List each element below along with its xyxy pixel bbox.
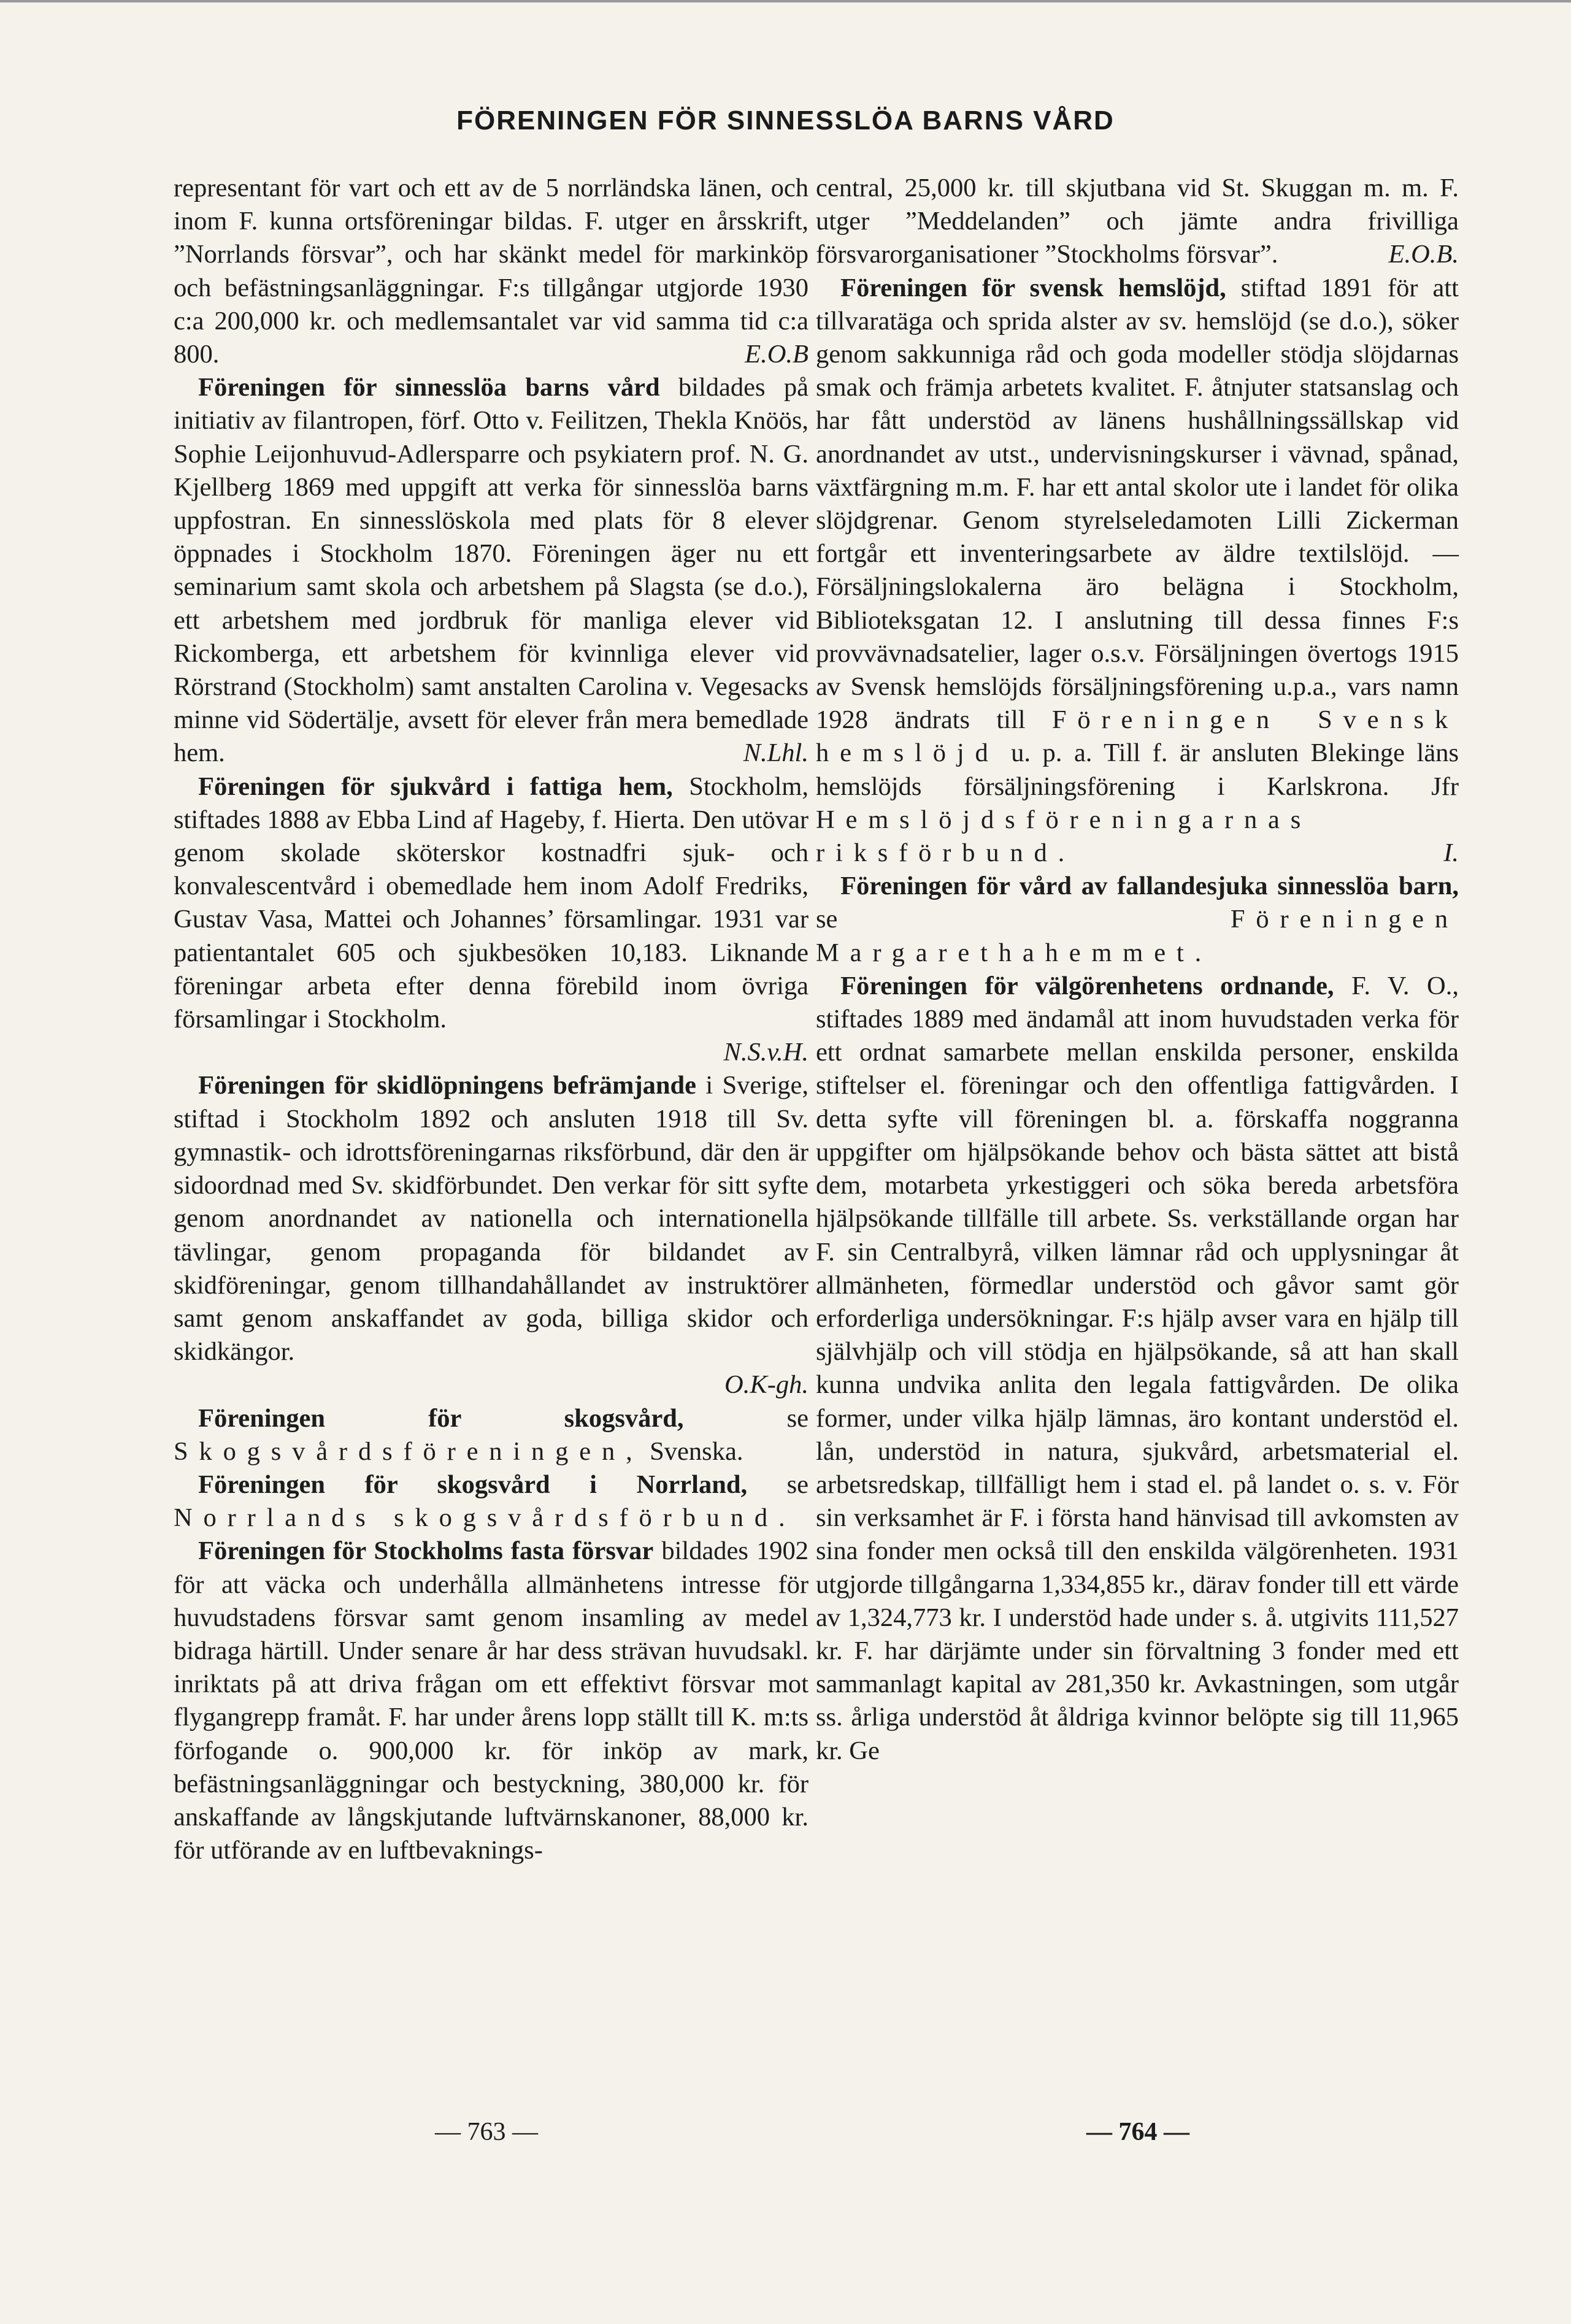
entry-text: u. p. a. Till f. är ansluten Blekinge läns hemslöjds försäljningsförening i Karlskrona. Jfr	[816, 738, 1459, 801]
entry-headword: Föreningen för skogsvård i Norrland,	[198, 1470, 748, 1499]
entry-text: stiftad 1891 för att tillvaratäga och sprida alster av sv. hemslöjd (se d.o.), söker genom sakkunniga råd och goda modeller stödja slöjdarnas smak och främja arbetets kvalitet. F. åtnjuter statsanslag och har fått understöd av länens hushållningssällskap vid anordnandet av utst., undervisningskurser i vävnad, spånad, växtfärgning m.m. F. har ett antal skolor ute i landet för olika slöjdgrenar. Genom styrelseledamoten Lilli Zickerman fortgår ett inventeringsarbete av äldre textilslöjd. — Försäljningslokalerna äro belägna i Stockholm, Biblioteksgatan 12. I anslutning till dessa finnes F:s provvävnadsatelier, lager o.s.v. Försäljningen övertogs 1915 av Svensk hemslöjds försäljningsförening u.p.a., vars namn 1928 ändrats till	[816, 273, 1459, 735]
signature: N.Lhl.	[743, 738, 809, 768]
entry-valgorenhetens-ordnande	[816, 970, 1459, 1768]
signature: I.	[1443, 838, 1459, 868]
entry-headword: Föreningen för vård av fallandesjuka sinnesslöa barn,	[840, 872, 1459, 901]
see-text: se	[816, 905, 1231, 934]
top-rule	[0, 0, 1571, 2]
entry-headword: Föreningen för Stockholms fasta försvar	[198, 1536, 654, 1566]
left-column	[174, 172, 809, 1867]
cross-reference: Norrlands skogsvårdsförbund.	[174, 1503, 796, 1533]
right-column	[816, 172, 1459, 1768]
entry-text: i Sverige, stiftad i Stockholm 1892 och ansluten 1918 till Sv. gymnastik- och idrottsföreningarnas riksförbund, där den är sidoordnad med Sv. skidförbundet. Den verkar för sitt syfte genom anordnandet av nationella och internationella tävlingar, genom propaganda för bildandet av skidföreningar, genom tillhandahållandet av instruktörer samt genom anskaffandet av goda, billiga skidor och skidkängor.	[174, 1071, 809, 1367]
cross-reference: Hemslöjdsföreningarnas riksförbund.	[816, 805, 1312, 868]
entry-headword: Föreningen för svensk hemslöjd,	[840, 273, 1226, 302]
entry-skidlopningens-framjande	[174, 1069, 809, 1402]
cross-reference: Föreningen Margarethahemmet.	[816, 905, 1459, 967]
entry-text: bildades på initiativ av filantropen, förf. Otto v. Feilitzen, Thekla Knöös, Sophie Leijonhuvud-Adlersparre och psykiatern prof. N. G. Kjellberg 1869 med uppgift att verka för sinnesslöa barns uppfostran. En sinnesslöskola med plats för 8 elever öppnades i Stockholm 1870. Föreningen äger nu ett seminarium samt skola och arbetshem på Slagsta (se d.o.), ett arbetshem med jordbruk för manliga elever vid Rickomberga, ett arbetshem för kvinnliga elever vid Rörstrand (Stockholm) samt anstalten Carolina v. Vegesacks minne vid Södertälje, avsett för elever från mera bemedlade hem.	[174, 373, 809, 768]
cross-reference: Föreningen Svensk hemslöjd	[816, 705, 1459, 768]
entry-sinnesloa-barns-vard	[174, 371, 809, 770]
signature: N.S.v.H.	[723, 1038, 809, 1067]
entry-headword: Föreningen för välgörenhetens ordnande,	[840, 971, 1334, 1000]
entry-text: Stockholm, stiftades 1888 av Ebba Lind af Hageby, f. Hierta. Den utövar genom skolade sköterskor kostnadfri sjuk- och konvalescentvård i obemedlade hem inom Adolf Fredriks, Gustav Vasa, Mattei och Johannes’ församlingar. 1931 var patientantalet 605 och sjukbesöken 10,183. Liknande föreningar arbeta efter denna förebild inom övriga församlingar i Stockholm.	[174, 772, 809, 1034]
entry-svensk-hemslojd	[816, 272, 1459, 870]
entry-headword: Föreningen för sjukvård i fattiga hem,	[198, 772, 673, 801]
cross-reference: Skogsvårdsföreningen,	[174, 1436, 643, 1466]
entry-continuation	[816, 172, 1459, 272]
entry-sjukvard-fattiga-hem	[174, 770, 809, 1070]
entry-skogsvard-norrland	[174, 1468, 809, 1535]
signature: E.O.B.	[1388, 240, 1459, 269]
entry-text: bildades 1902 för att väcka och underhålla allmänhetens intresse för huvudstadens försvar samt genom insamling av medel bidraga härtill. Under senare år har dess strävan huvudsakl. inriktats på att driva frågan om ett effektivt försvar mot flygangrepp framåt. F. har under årens lopp ställt till K. m:ts förfogande o. 900,000 kr. för inköp av mark, befästningsanläggningar och bestyckning, 380,000 kr. för anskaffande av långskjutande luftvärnskanoner, 88,000 kr. för utförande av en luftbevaknings-	[174, 1536, 809, 1865]
signature: E.O.B	[745, 340, 809, 369]
page-number-left: — 763 —	[435, 2118, 538, 2146]
entry-fallandesjuka-barn	[816, 870, 1459, 970]
entry-headword: Föreningen för skogsvård,	[198, 1403, 684, 1433]
page-number-right: — 764 —	[1086, 2118, 1189, 2146]
running-head: FÖRENINGEN FÖR SINNESSLÖA BARNS VÅRD	[456, 105, 1115, 136]
entry-stockholms-fasta-forsvar	[174, 1535, 809, 1867]
entry-text: representant för vart och ett av de 5 norrländska länen, och inom F. kunna ortsföreningar bildas. F. utger en årsskrift, ”Norrlands försvar”, och har skänkt medel för markinköp och befästningsanläggningar. F:s tillgångar utgjorde 1930 c:a 200,000 kr. och medlemsantalet var vid samma tid c:a 800.	[174, 174, 809, 369]
entry-skogsvard	[174, 1402, 809, 1468]
entry-headword: Föreningen för sinnesslöa barns vård	[198, 373, 660, 402]
entry-headword: Föreningen för skidlöpningens befrämjande	[198, 1071, 696, 1100]
entry-text: Svenska.	[643, 1436, 743, 1466]
see-text: se	[747, 1470, 809, 1499]
entry-text: F. V. O., stiftades 1889 med ändamål att inom huvudstaden verka för ett ordnat samarbete mellan enskilda personer, enskilda stiftelser el. föreningar och den offentliga fattigvården. I detta syfte vill föreningen bl. a. förskaffa noggranna uppgifter om hjälpsökande behov och bästa sättet att bistå dem, motarbeta yrkestiggeri och söka bereda arbetsföra hjälpsökande tillfälle till arbete. Ss. verkställande organ har F. sin Centralbyrå, vilken lämnar råd och upplysningar åt allmänheten, förmedlar understöd och gåvor samt gör erforderliga undersökningar. F:s hjälp avser vara en hjälp till självhjälp och vill stödja en hjälpsökande, så att han skall kunna undvika anlita den legala fattigvården. De olika former, under vilka hjälp lämnas, äro kontant understöd el. lån, understöd in natura, sjukvård, arbetsmaterial el. arbetsredskap, tillfälligt hem i stad el. på landet o. s. v. För sin verksamhet är F. i första hand hänvisad till avkomsten av sina fonder men också till den enskilda välgörenheten. 1931 utgjorde tillgångarna 1,334,855 kr., därav fonder till ett värde av 1,324,773 kr. I understöd hade under s. å. utgivits 111,527 kr. F. har därjämte under sin förvaltning 3 fonder med ett sammanlagt kapital av 281,350 kr. Avkastningen, som utgår ss. årliga understöd åt åldriga kvinnor belöpte sig till 11,965 kr. Ge	[816, 971, 1459, 1765]
see-text: se	[683, 1403, 809, 1433]
signature: O.K-gh.	[724, 1370, 809, 1400]
entry-text: central, 25,000 kr. till skjutbana vid St. Skuggan m. m. F. utger ”Meddelanden” och jämte andra frivilliga försvarorganisationer ”Stockholms försvar”.	[816, 174, 1459, 269]
entry-continuation	[174, 172, 809, 371]
